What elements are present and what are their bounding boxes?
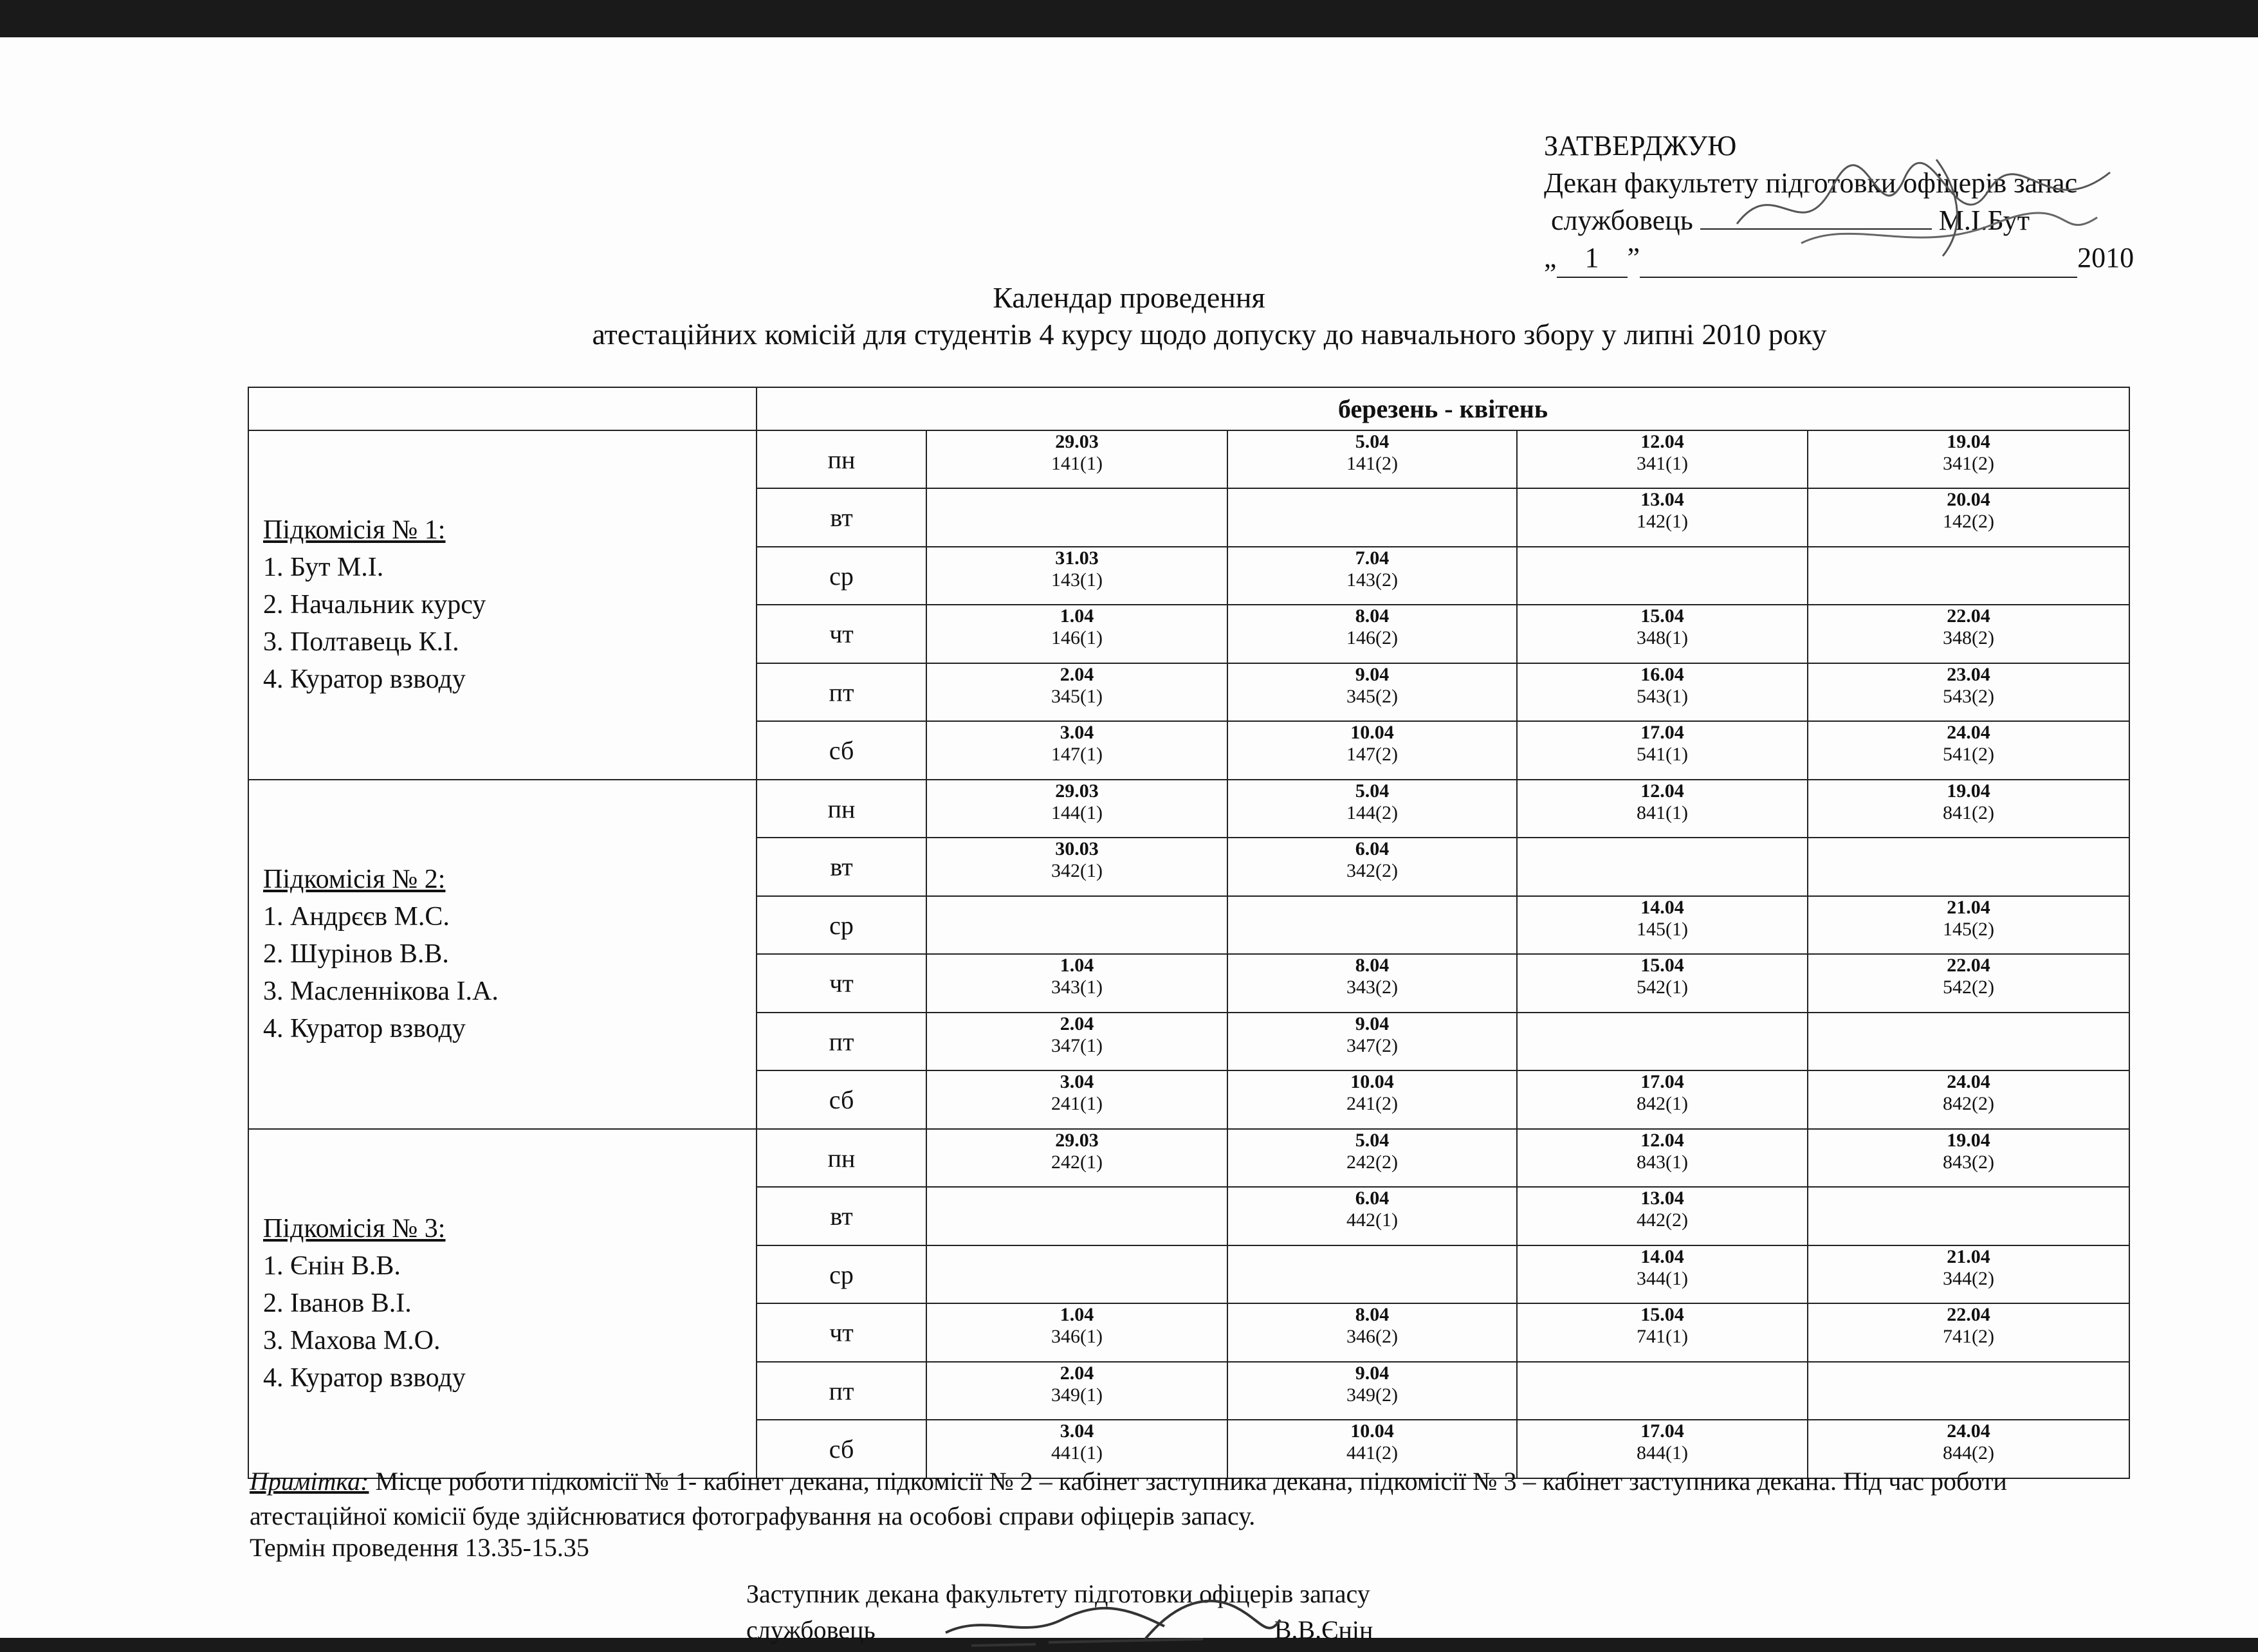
schedule-cell <box>1808 780 2129 838</box>
schedule-cell <box>1517 838 1808 896</box>
session-date: 1.04 <box>1060 955 1094 977</box>
group-code: 145(2) <box>1943 918 1995 940</box>
session-date: 15.04 <box>1640 1304 1684 1326</box>
schedule-cell <box>1808 1013 2129 1071</box>
subcommission-members-cell <box>248 780 757 1129</box>
schedule-cell <box>926 1187 1227 1245</box>
group-code: 741(1) <box>1637 1326 1688 1348</box>
group-code: 143(1) <box>1051 569 1103 591</box>
group-code: 841(1) <box>1637 802 1688 823</box>
schedule-cell <box>1808 488 2129 547</box>
session-date: 22.04 <box>1947 955 1990 977</box>
schedule-cell <box>1808 1245 2129 1304</box>
subcommission-member: 4. Куратор взводу <box>263 1363 466 1393</box>
group-code: 341(1) <box>1637 452 1688 474</box>
group-code: 341(2) <box>1943 452 1995 474</box>
deputy-rank: службовець <box>746 1615 876 1644</box>
subcommission-member: 1. Бут М.І. <box>263 553 384 583</box>
group-code: 842(1) <box>1637 1093 1688 1115</box>
schedule-cell <box>1227 838 1517 896</box>
schedule-cell <box>1227 1362 1517 1420</box>
session-date: 24.04 <box>1947 1071 1990 1093</box>
group-code: 145(1) <box>1637 918 1688 940</box>
group-code: 542(2) <box>1943 977 1995 998</box>
session-date: 17.04 <box>1640 1071 1684 1093</box>
group-code: 343(2) <box>1346 977 1398 998</box>
schedule-cell <box>1227 954 1517 1013</box>
schedule-cell <box>1808 1129 2129 1188</box>
session-date: 29.03 <box>1055 780 1099 802</box>
group-code: 342(1) <box>1051 860 1103 882</box>
session-date: 5.04 <box>1355 1129 1390 1151</box>
weekday-cell: пт <box>757 1013 926 1071</box>
approval-rank: службовець <box>1551 205 1693 236</box>
schedule-cell <box>926 896 1227 955</box>
session-date: 3.04 <box>1060 1420 1094 1442</box>
weekday-cell: сб <box>757 721 926 780</box>
schedule-cell <box>1227 1187 1517 1245</box>
schedule-cell <box>1517 780 1808 838</box>
approval-date-year: 2010 <box>2077 242 2134 273</box>
group-code: 242(1) <box>1051 1151 1103 1173</box>
schedule-cell <box>1227 721 1517 780</box>
session-date: 14.04 <box>1640 896 1684 918</box>
session-date: 3.04 <box>1060 1071 1094 1093</box>
group-code: 441(1) <box>1051 1442 1103 1464</box>
session-date: 30.03 <box>1055 838 1099 860</box>
table-row <box>248 780 2129 838</box>
group-code: 146(2) <box>1346 627 1398 649</box>
weekday-cell: пн <box>757 780 926 838</box>
session-date: 15.04 <box>1640 605 1684 627</box>
schedule-cell <box>926 1245 1227 1304</box>
weekday-cell: пт <box>757 663 926 722</box>
schedule-cell <box>1808 605 2129 663</box>
group-code: 242(2) <box>1346 1151 1398 1173</box>
group-code: 347(1) <box>1051 1034 1103 1056</box>
schedule-cell <box>1517 1129 1808 1188</box>
schedule-cell <box>1227 663 1517 722</box>
group-code: 349(2) <box>1346 1384 1398 1406</box>
session-date: 10.04 <box>1350 722 1394 744</box>
session-date: 21.04 <box>1947 1245 1990 1267</box>
dean-signature <box>1724 147 2123 262</box>
schedule-cell <box>1517 1303 1808 1362</box>
session-date: 21.04 <box>1947 896 1990 918</box>
schedule-cell <box>926 1013 1227 1071</box>
group-code: 342(2) <box>1346 860 1398 882</box>
deputy-signature <box>933 1581 1293 1652</box>
weekday-cell: вт <box>757 838 926 896</box>
subcommission-member: 4. Куратор взводу <box>263 1014 466 1044</box>
subcommission-title: Підкомісія № 2: <box>263 865 446 895</box>
session-date: 9.04 <box>1355 1362 1390 1384</box>
group-code: 143(2) <box>1346 569 1398 591</box>
group-code: 441(2) <box>1346 1442 1398 1464</box>
group-code: 841(2) <box>1943 802 1995 823</box>
session-date: 1.04 <box>1060 1304 1094 1326</box>
schedule-cell <box>1517 1362 1808 1420</box>
session-date: 8.04 <box>1355 955 1390 977</box>
schedule-cell <box>1517 663 1808 722</box>
group-code: 141(2) <box>1346 452 1398 474</box>
weekday-cell: ср <box>757 896 926 955</box>
approval-date-day: 1 <box>1557 239 1628 278</box>
schedule-cell <box>1808 1187 2129 1245</box>
group-code: 142(2) <box>1943 511 1995 533</box>
session-date: 24.04 <box>1947 1420 1990 1442</box>
group-code: 144(1) <box>1051 802 1103 823</box>
group-code: 541(1) <box>1637 744 1688 766</box>
note <box>250 1464 2141 1534</box>
schedule-cell <box>926 1070 1227 1129</box>
session-date: 12.04 <box>1640 430 1684 452</box>
session-date: 24.04 <box>1947 722 1990 744</box>
session-date: 8.04 <box>1355 605 1390 627</box>
schedule-cell <box>1227 1013 1517 1071</box>
deputy-position: Заступник декана факультету підготовки офіцерів запасу <box>746 1579 1370 1608</box>
group-code: 344(2) <box>1943 1267 1995 1289</box>
schedule-cell <box>926 1129 1227 1188</box>
session-date: 16.04 <box>1640 663 1684 685</box>
group-code: 844(2) <box>1943 1442 1995 1464</box>
session-date: 23.04 <box>1947 663 1990 685</box>
weekday-cell: вт <box>757 488 926 547</box>
session-date: 1.04 <box>1060 605 1094 627</box>
group-code: 146(1) <box>1051 627 1103 649</box>
schedule-cell <box>926 838 1227 896</box>
schedule-cell <box>1517 1187 1808 1245</box>
weekday-cell: чт <box>757 954 926 1013</box>
session-date: 6.04 <box>1355 1188 1390 1209</box>
document-page <box>0 37 2258 1644</box>
subcommission-member: 1. Андрєєв М.С. <box>263 902 450 932</box>
group-code: 348(2) <box>1943 627 1995 649</box>
session-date: 15.04 <box>1640 955 1684 977</box>
session-date: 20.04 <box>1947 489 1990 511</box>
schedule-cell <box>1808 1303 2129 1362</box>
group-code: 347(2) <box>1346 1034 1398 1056</box>
schedule-table <box>248 387 2130 1479</box>
session-date: 14.04 <box>1640 1245 1684 1267</box>
document-subtitle: атестаційних комісій для студентів 4 курсу щодо допуску до навчального збору у липні 2010 року <box>592 318 1827 351</box>
session-date: 19.04 <box>1947 780 1990 802</box>
schedule-cell <box>926 430 1227 489</box>
session-date: 9.04 <box>1355 663 1390 685</box>
date-close-quote: ” <box>1627 242 1640 273</box>
approval-name: М.І.Бут <box>1938 205 2030 236</box>
group-code: 543(1) <box>1637 685 1688 707</box>
group-code: 542(1) <box>1637 977 1688 998</box>
weekday-cell: вт <box>757 1187 926 1245</box>
session-date: 9.04 <box>1355 1013 1390 1034</box>
schedule-cell <box>1517 721 1808 780</box>
weekday-cell: ср <box>757 547 926 605</box>
schedule-cell <box>1517 605 1808 663</box>
schedule-cell <box>1227 780 1517 838</box>
group-code: 346(1) <box>1051 1326 1103 1348</box>
schedule-cell <box>1227 430 1517 489</box>
schedule-cell <box>1808 1362 2129 1420</box>
session-date: 2.04 <box>1060 1362 1094 1384</box>
table-header-row <box>248 387 2129 430</box>
document-title: Календар проведення <box>993 281 1265 314</box>
schedule-cell <box>926 488 1227 547</box>
schedule-cell <box>1808 547 2129 605</box>
term-text: Термін проведення 13.35-15.35 <box>250 1533 589 1562</box>
group-code: 842(2) <box>1943 1093 1995 1115</box>
month-header: березень - квітень <box>757 387 2129 430</box>
schedule-cell <box>1227 488 1517 547</box>
schedule-cell <box>1517 488 1808 547</box>
schedule-cell <box>1517 430 1808 489</box>
approval-heading: ЗАТВЕРДЖУЮ <box>1544 130 1737 161</box>
schedule-cell <box>926 663 1227 722</box>
session-date: 19.04 <box>1947 1129 1990 1151</box>
session-date: 19.04 <box>1947 430 1990 452</box>
schedule-cell <box>1517 896 1808 955</box>
weekday-cell: ср <box>757 1245 926 1304</box>
schedule-cell <box>926 780 1227 838</box>
schedule-cell <box>1227 605 1517 663</box>
subcommission-member: 3. Махова М.О. <box>263 1326 441 1356</box>
group-code: 541(2) <box>1943 744 1995 766</box>
session-date: 13.04 <box>1640 1188 1684 1209</box>
session-date: 17.04 <box>1640 1420 1684 1442</box>
schedule-cell <box>926 1303 1227 1362</box>
subcommission-member: 3. Масленнікова І.А. <box>263 977 499 1007</box>
subcommission-members-cell <box>248 1129 757 1478</box>
subcommission-title: Підкомісія № 1: <box>263 515 446 546</box>
weekday-cell: пн <box>757 430 926 489</box>
schedule-cell <box>926 605 1227 663</box>
schedule-cell <box>926 547 1227 605</box>
group-code: 345(2) <box>1346 685 1398 707</box>
group-code: 345(1) <box>1051 685 1103 707</box>
session-date: 5.04 <box>1355 780 1390 802</box>
group-code: 349(1) <box>1051 1384 1103 1406</box>
weekday-cell: чт <box>757 1303 926 1362</box>
schedule-cell <box>1227 1129 1517 1188</box>
session-date: 10.04 <box>1350 1420 1394 1442</box>
subcommission-title: Підкомісія № 3: <box>263 1214 446 1244</box>
schedule-cell <box>1808 954 2129 1013</box>
group-code: 343(1) <box>1051 977 1103 998</box>
schedule-cell <box>926 721 1227 780</box>
schedule-cell <box>1808 838 2129 896</box>
schedule-cell <box>1517 547 1808 605</box>
schedule-cell <box>1227 1303 1517 1362</box>
date-open-quote: „ <box>1544 242 1557 273</box>
session-date: 13.04 <box>1640 489 1684 511</box>
table-row <box>248 1129 2129 1188</box>
session-date: 22.04 <box>1947 1304 1990 1326</box>
group-code: 543(2) <box>1943 685 1995 707</box>
group-code: 843(1) <box>1637 1151 1688 1173</box>
group-code: 843(2) <box>1943 1151 1995 1173</box>
group-code: 241(1) <box>1051 1093 1103 1115</box>
subcommission-member: 1. Єнін В.В. <box>263 1251 401 1281</box>
session-date: 22.04 <box>1947 605 1990 627</box>
schedule-cell <box>1227 547 1517 605</box>
group-code: 142(1) <box>1637 511 1688 533</box>
weekday-cell: пн <box>757 1129 926 1188</box>
session-date: 2.04 <box>1060 1013 1094 1034</box>
schedule-cell <box>1517 1013 1808 1071</box>
session-date: 3.04 <box>1060 722 1094 744</box>
group-code: 241(2) <box>1346 1093 1398 1115</box>
session-date: 7.04 <box>1355 547 1390 569</box>
session-date: 10.04 <box>1350 1071 1394 1093</box>
group-code: 147(1) <box>1051 744 1103 766</box>
session-date: 6.04 <box>1355 838 1390 860</box>
schedule-cell <box>1227 896 1517 955</box>
session-date: 12.04 <box>1640 780 1684 802</box>
schedule-cell <box>1517 954 1808 1013</box>
group-code: 442(2) <box>1637 1209 1688 1231</box>
session-date: 29.03 <box>1055 1129 1099 1151</box>
schedule-cell <box>1227 1070 1517 1129</box>
session-date: 31.03 <box>1055 547 1099 569</box>
subcommission-member: 3. Полтавець К.І. <box>263 627 459 657</box>
schedule-cell <box>926 1362 1227 1420</box>
group-code: 844(1) <box>1637 1442 1688 1464</box>
subcommission-member: 2. Шурінов В.В. <box>263 939 449 969</box>
session-date: 29.03 <box>1055 430 1099 452</box>
weekday-cell: сб <box>757 1420 926 1478</box>
weekday-cell: сб <box>757 1070 926 1129</box>
schedule-cell <box>1808 430 2129 489</box>
header-empty-cell <box>248 387 757 430</box>
group-code: 346(2) <box>1346 1326 1398 1348</box>
schedule-cell <box>1808 1070 2129 1129</box>
weekday-cell: пт <box>757 1362 926 1420</box>
schedule-cell <box>1227 1245 1517 1304</box>
group-code: 344(1) <box>1637 1267 1688 1289</box>
session-date: 8.04 <box>1355 1304 1390 1326</box>
subcommission-member: 4. Куратор взводу <box>263 665 466 695</box>
schedule-cell <box>1808 896 2129 955</box>
subcommission-member: 2. Іванов В.І. <box>263 1289 412 1319</box>
group-code: 442(1) <box>1346 1209 1398 1231</box>
session-date: 12.04 <box>1640 1129 1684 1151</box>
group-code: 147(2) <box>1346 744 1398 766</box>
note-label: Примітка: <box>250 1467 369 1496</box>
session-date: 5.04 <box>1355 430 1390 452</box>
note-text: Місце роботи підкомісії № 1- кабінет декана, підкомісії № 2 – кабінет заступника декана, підкомісії № 3 – кабінет заступника декана. Під час роботи атестаційної комісії буде здійснюватися фотографування на особові справи офіцерів запасу. <box>250 1467 2007 1530</box>
group-code: 348(1) <box>1637 627 1688 649</box>
approval-position: Декан факультету підготовки офіцерів запас <box>1544 167 2078 199</box>
schedule-cell <box>926 954 1227 1013</box>
group-code: 144(2) <box>1346 802 1398 823</box>
schedule-cell <box>1808 663 2129 722</box>
group-code: 741(2) <box>1943 1326 1995 1348</box>
table-row <box>248 430 2129 489</box>
deputy-name: В.В.Єнін <box>1274 1615 1373 1644</box>
weekday-cell: чт <box>757 605 926 663</box>
subcommission-member: 2. Начальник курсу <box>263 590 486 620</box>
schedule-cell <box>1808 721 2129 780</box>
schedule-cell <box>1517 1070 1808 1129</box>
session-date: 2.04 <box>1060 663 1094 685</box>
group-code: 141(1) <box>1051 452 1103 474</box>
schedule-cell <box>1517 1245 1808 1304</box>
session-date: 17.04 <box>1640 722 1684 744</box>
subcommission-members-cell <box>248 430 757 780</box>
